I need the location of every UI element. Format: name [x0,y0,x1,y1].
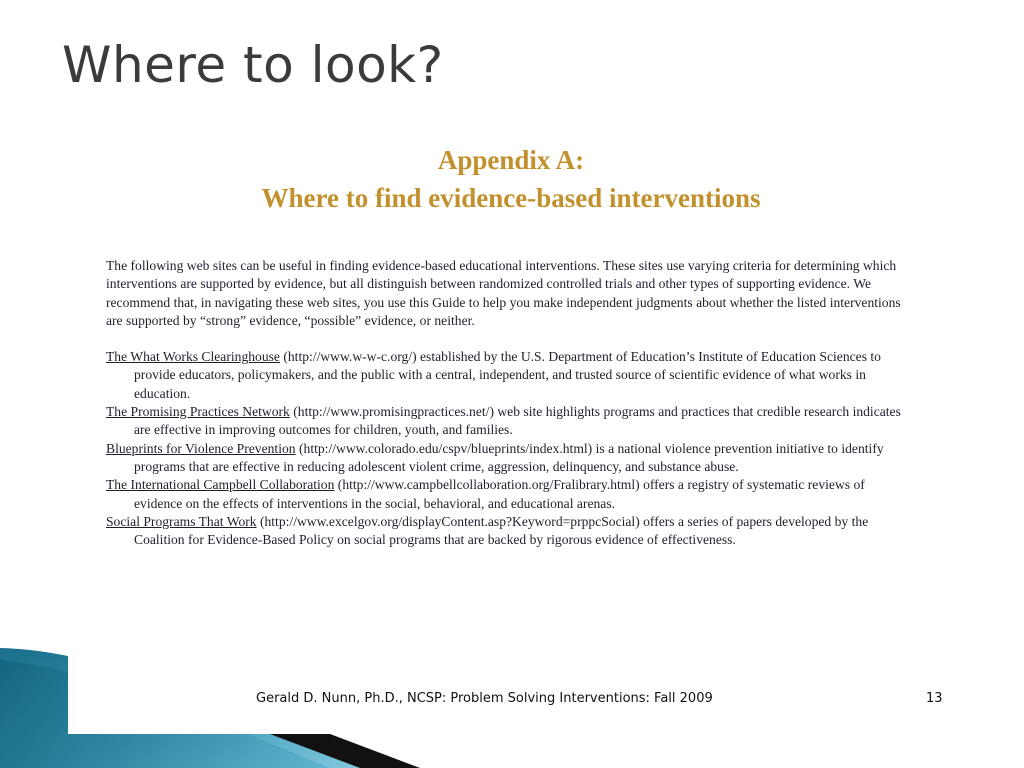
list-item [106,440,916,477]
resource-link[interactable]: The What Works Clearinghouse [106,349,280,365]
appendix-subheading: Where to find evidence-based interventions [261,183,761,213]
list-item [106,348,916,403]
appendix-body [106,257,916,549]
resource-description: (http://www.campbellcollaboration.org/Fralibrary.html) offers a registry of systematic reviews of evidence on the effects of interventions in the social, behavioral, and educational arenas. [134,477,865,511]
slide-footer: Gerald D. Nunn, Ph.D., NCSP: Problem Solving Interventions: Fall 2009 [256,691,713,706]
resource-description: (http://www.w-w-c.org/) established by the U.S. Department of Education’s Institute of Education Sciences to provide educators, policymakers, and the public with a central, independent, and trusted source of scientific evidence of what works in education. [134,349,881,401]
appendix-heading: Appendix A: [437,145,585,175]
slide-title: Where to look? [62,36,444,94]
resource-description: (http://www.colorado.edu/cspv/blueprints/index.html) is a national violence prevention initiative to identify programs that are effective in reducing adolescent violent crime, aggression, delinquency, and substance abuse. [134,440,884,474]
resource-link[interactable]: Blueprints for Violence Prevention [106,440,296,456]
resource-link[interactable]: Social Programs That Work [106,513,257,529]
list-item [106,476,916,513]
resource-description: (http://www.excelgov.org/displayContent.asp?Keyword=prppcSocial) offers a series of papers developed by the Coalition for Evidence-Based Policy on social programs that are backed by rigorous evidence of effectiveness. [134,513,869,548]
list-item [106,403,916,440]
list-item [106,513,916,550]
page-number: 13 [926,691,943,706]
resource-link[interactable]: The International Campbell Collaboration [106,477,335,493]
intro-paragraph: The following web sites can be useful in finding evidence-based educational interventions. These sites use varying criteria for determining which interventions are supported by evidence, but all distinguish between randomized controlled trials and other types of supporting evidence. We recommend that, in navigating these web sites, you use this Guide to help you make independent judgments about whether the listed interventions are supported by “strong” evidence, “possible” evidence, or neither. [106,258,901,328]
resource-description: (http://www.promisingpractices.net/) web site highlights programs and practices that credible research indicates are effective in improving outcomes for children, youth, and families. [134,404,901,438]
appendix-document-image [68,117,954,734]
resource-link[interactable]: The Promising Practices Network [106,404,290,420]
